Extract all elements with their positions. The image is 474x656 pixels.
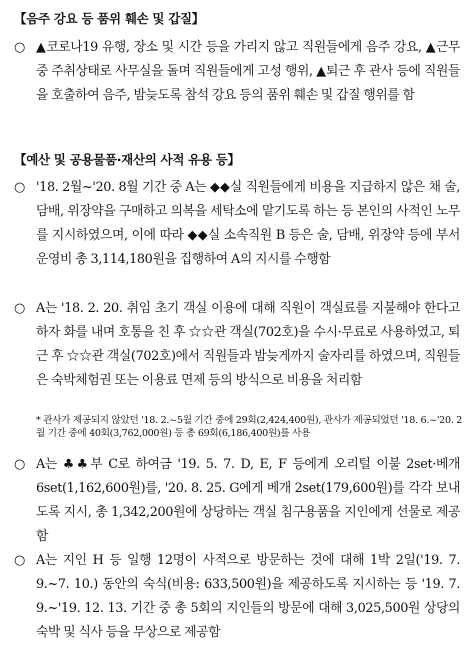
item-text: ▲코로나19 유행, 장소 및 시간 등을 가리지 않고 직원들에게 음주 강요, ▲근무 중 주취상태로 사무실을 돌며 직원들에게 고성 행위, ▲퇴근 후 관사 등에 직원들을 호출하여 음주, 밤늦도록 참석 강요 등의 품위 훼손 및 갑질 행위를 함 xyxy=(36,40,460,103)
bullet-circle-icon: ○ xyxy=(14,180,26,195)
list-item xyxy=(14,549,460,645)
bullet-circle-icon: ○ xyxy=(14,457,26,472)
bullet-circle-icon: ○ xyxy=(14,553,26,568)
bullet-circle-icon: ○ xyxy=(14,40,26,55)
list-item xyxy=(14,176,460,272)
section-title: 【음주 강요 등 품위 훼손 및 갑질】 xyxy=(14,11,205,26)
item-text: A는 ♣♣부 C로 하여금 '19. 5. 7. D, E, F 등에게 오리털 이불 2set·베개 6set(1,162,600원)를, '20. 8. 25. G에게 베개 2set(179,600원)를 각각 보내도록 지시, 총 1,342,200원에 상당하는 객실 침구용품을 지인에게 선물로 제공함 xyxy=(36,457,460,544)
list-item xyxy=(14,453,460,549)
bullet-circle-icon: ○ xyxy=(14,301,26,316)
list-item xyxy=(14,36,460,108)
item-text: '18. 2월~'20. 8월 기간 중 A는 ◆◆실 직원들에게 비용을 지급하지 않은 채 술, 담배, 위장약을 구매하고 의복을 세탁소에 맡기도록 하는 등 본인의 사적인 노무를 지시하였으며, 이에 따라 ◆◆실 소속직원 B 등은 술, 담배, 위장약 등에 부서운영비 총 3,114,180원을 집행하여 A의 지시를 수행함 xyxy=(36,180,460,267)
section-title: 【예산 및 공용물품·재산의 사적 유용 등】 xyxy=(14,152,240,167)
item-text: A는 '18. 2. 20. 취임 초기 객실 이용에 대해 직원이 객실료를 지불해야 한다고 하자 화를 내며 호통을 친 후 ☆☆관 객실(702호)을 수시·무료로 사용하였고, 퇴근 후 ☆☆관 객실(702호)에서 직원들과 밤늦게까지 술자리를 하였으며, 직원들은 숙박체험권 또는 이용료 면제 등의 방식으로 비용을 처리함 xyxy=(36,301,460,388)
list-item xyxy=(14,297,460,393)
footnote: * 관사가 제공되지 않았던 '18. 2.~5월 기간 중에 29회(2,424,400원), 관사가 제공되었던 '18. 6.~'20. 2월 기간 중에 40회(3,762,000원) 등 총 69회(6,186,400원)를 사용 xyxy=(36,415,463,439)
item-text: A는 지인 H 등 일행 12명이 사적으로 방문하는 것에 대해 1박 2일('19. 7. 9.~7. 10.) 동안의 숙식(비용: 633,500원)을 제공하도록 지시하는 등 '19. 7. 9.~'19. 12. 13. 기간 중 총 5회의 지인들의 방문에 대해 3,025,500원 상당의 숙박 및 식사 등을 무상으로 제공함 xyxy=(36,553,460,640)
